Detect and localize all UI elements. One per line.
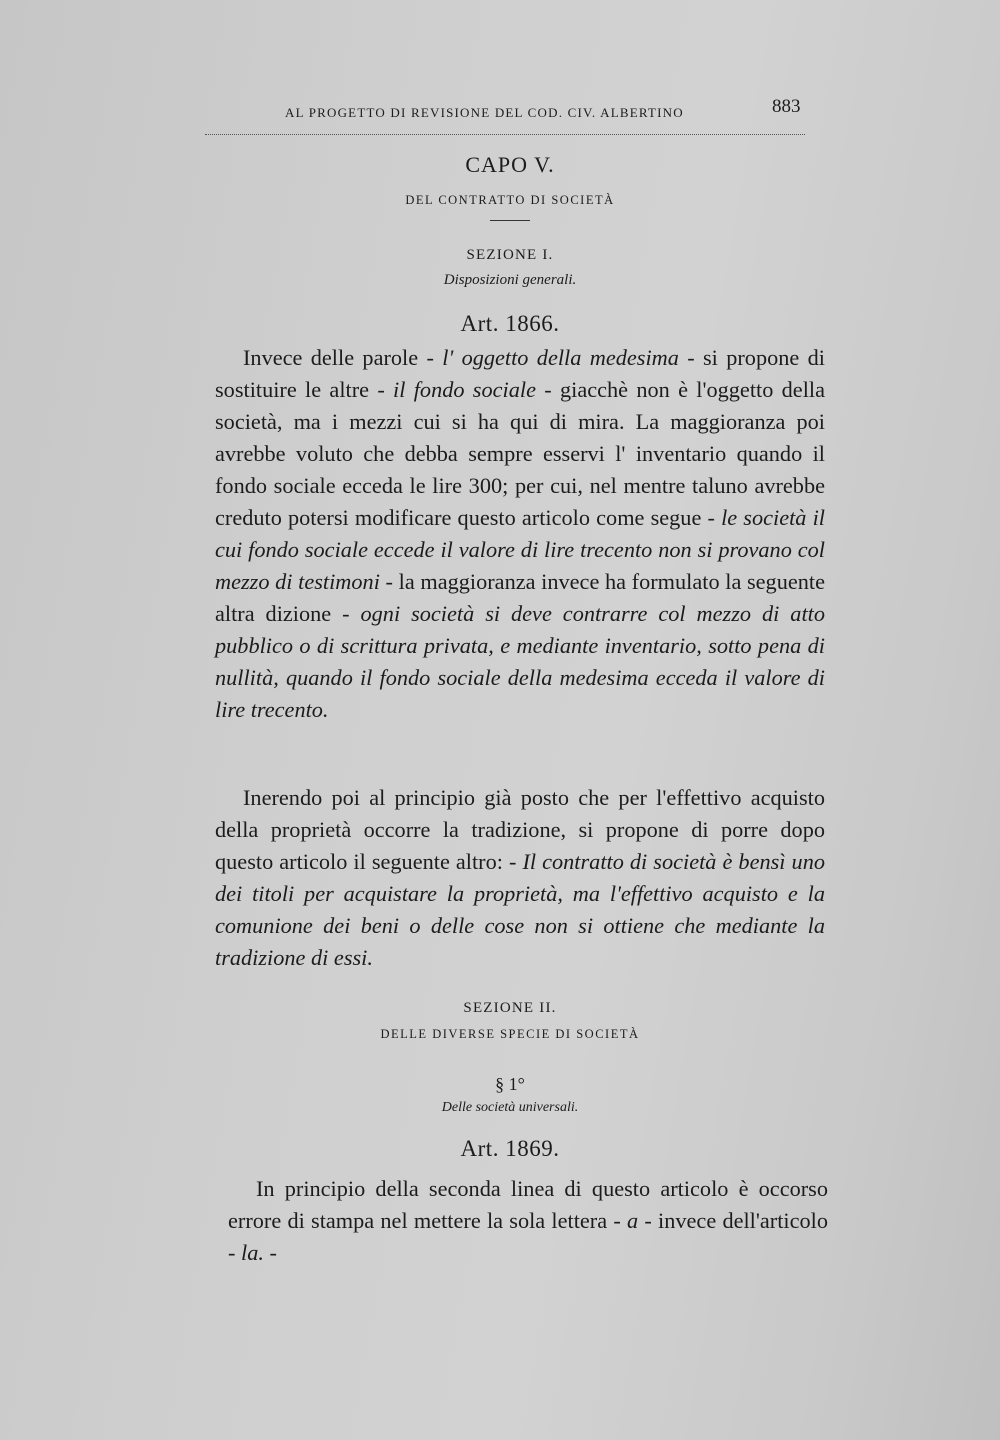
text-run: - invece dell'articolo - xyxy=(228,1208,828,1265)
italic-run: Il contratto di società è bensì uno dei titoli per acquistare la proprietà, ma l'effettivo acquisto e la comunione dei beni o delle cose non si ottiene che mediante la tradizione di essi. xyxy=(215,849,825,970)
text-run: - la maggioranza invece ha formulato la seguente altra dizione - xyxy=(215,569,825,626)
section-2-title: SEZIONE II. xyxy=(463,1000,557,1016)
text-run: In principio della seconda linea di questo articolo è occorso errore di stampa nel mettere la sola lettera - xyxy=(228,1176,828,1233)
italic-run: il fondo sociale xyxy=(393,377,536,402)
chapter-divider xyxy=(490,220,530,221)
section-1-subtitle: Disposizioni generali. xyxy=(443,272,577,288)
article-1869-paragraph-1 xyxy=(228,1173,828,1269)
text-run: - si propone di sostituire le altre - xyxy=(215,345,825,402)
text-run: - giacchè non è l'oggetto della società, ma i mezzi cui si ha qui di mira. La maggioranza poi avrebbe voluto che debba sempre esservi l' inventario quando il fondo sociale ecceda le lire 300; per cui, nel mentre taluno avrebbe creduto potersi modificare questo articolo come segue - xyxy=(215,377,825,530)
section-2-subtitle: DELLE DIVERSE SPECIE DI SOCIETÀ xyxy=(380,1027,640,1041)
text-run: Invece delle parole - xyxy=(243,345,443,370)
article-1869-heading: Art. 1869. xyxy=(460,1136,560,1161)
italic-run: l' oggetto della medesima xyxy=(442,345,679,370)
paragraph-mark: § 1° xyxy=(495,1074,525,1094)
chapter-subtitle: DEL CONTRATTO DI SOCIETÀ xyxy=(405,193,615,207)
italic-run: la. xyxy=(241,1240,264,1265)
text-run: - xyxy=(263,1240,277,1265)
chapter-title: CAPO V. xyxy=(465,152,555,177)
article-1866-paragraph-1 xyxy=(215,342,825,726)
paragraph-text xyxy=(228,1173,828,1269)
paragraph-text xyxy=(215,782,825,974)
paragraph-text xyxy=(215,342,825,726)
italic-run: ogni società si deve contrarre col mezzo di atto pubblico o di scrittura privata, e mediante inventario, sotto pena di nullità, quando il fondo sociale della medesima ecceda il valore di lire trecento. xyxy=(215,601,825,722)
header-dotted-rule xyxy=(205,134,805,135)
italic-run: a xyxy=(627,1208,639,1233)
running-head: AL PROGETTO DI REVISIONE DEL COD. CIV. ALBERTINO xyxy=(285,105,684,120)
article-1866-paragraph-2 xyxy=(215,782,825,974)
paragraph-mark-subtitle: Delle società universali. xyxy=(441,1100,579,1115)
section-1-title: SEZIONE I. xyxy=(466,247,554,263)
text-run: Inerendo poi al principio già posto che per l'effettivo acquisto della proprietà occorre la tradizione, si propone di porre dopo questo articolo il seguente altro: - xyxy=(215,785,825,874)
article-1866-heading: Art. 1866. xyxy=(460,311,560,336)
italic-run: le società il cui fondo sociale eccede il valore di lire trecento non si provano col mezzo di testimoni xyxy=(215,505,825,594)
page-number: 883 xyxy=(772,96,801,117)
